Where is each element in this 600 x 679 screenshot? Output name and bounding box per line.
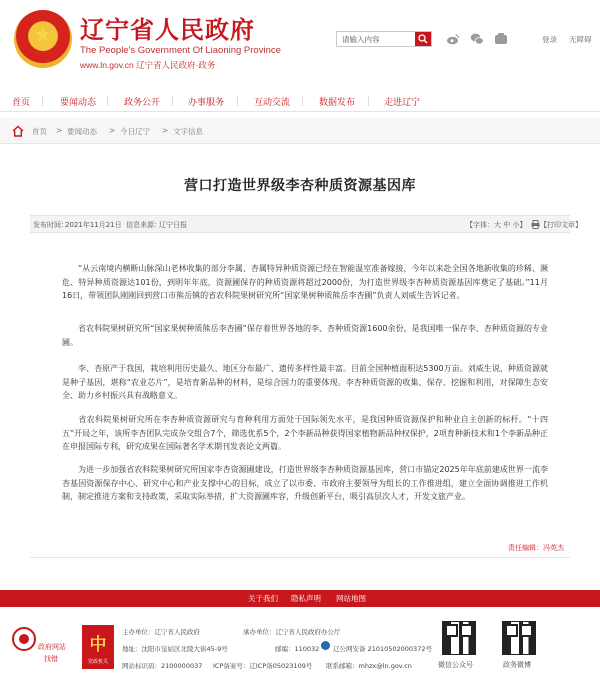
article-paragraph: 李、杏原产于我国，栽培利用历史最久、地区分布最广、遗传多样性最丰富。目前全国种植面积达5300万亩。刘威生说，种质资源就是种子基因，堪称“农业芯片”，是培育新品种的材料，是综合国力的重要体现。李杏种质资源的收集、保存、挖掘和利用，对保障生态安全、助力乡村振兴具有战略意义。	[62, 364, 548, 401]
site-title-en: The People's Government Of Liaoning Province	[80, 45, 281, 56]
breadcrumb-news[interactable]: 要闻动态	[67, 127, 97, 136]
publish-date: 2021年11月21日	[65, 221, 122, 229]
search-box	[336, 31, 432, 47]
site-footer	[0, 607, 600, 679]
source-label: 信息来源：	[126, 221, 161, 229]
footer-email: 联系邮箱：mhzx@ln.gov.cn	[326, 662, 412, 670]
footer-site-id: 网站标识码：2100000037	[122, 662, 203, 670]
accessibility-link[interactable]: 无障碍	[569, 35, 592, 44]
login-link[interactable]: 登录	[542, 35, 557, 44]
breadcrumb-sep: >	[109, 126, 116, 135]
breadcrumb	[0, 118, 600, 144]
nav-divider	[172, 96, 173, 106]
wechat-qr-code	[442, 621, 476, 655]
search-button[interactable]	[415, 32, 431, 46]
nav-divider	[107, 96, 108, 106]
site-header	[0, 0, 600, 78]
qr-caption-wechat: 微信公众号	[438, 661, 473, 669]
site-url: www.ln.gov.cn 辽宁省人民政府·政务	[80, 60, 216, 70]
source-value: 辽宁日报	[159, 221, 187, 229]
gov-site-find-error-icon[interactable]	[12, 627, 36, 651]
font-size-controls[interactable]: 【字体：大 中 小】	[466, 221, 527, 229]
nav-divider	[368, 96, 369, 106]
article-paragraph: 省农科院果树研究所在李杏种质资源研究与育种利用方面处于国际领先水平，是我国种质资源保护和种业自主创新的标杆。“十四五”开局之年，该所李杏团队完成杂交组合7个，筛选优系5个，2个李新品种获得国家植物新品种权保护，2项育种新技术和1个李新品种正在申报国际专利，研究成果在国际著名学术期刊发表论文两篇。	[62, 415, 548, 452]
weibo-icon[interactable]	[446, 32, 460, 46]
nav-divider	[42, 96, 43, 106]
article-title: 营口打造世界级李杏种质资源基因库	[184, 178, 416, 194]
search-icon	[418, 34, 428, 44]
nav-divider	[302, 96, 303, 106]
weibo-qr-code	[502, 621, 536, 655]
national-emblem-icon: ★	[14, 10, 72, 68]
footer-sponsor: 主办单位：辽宁省人民政府	[122, 628, 200, 636]
nav-home[interactable]: 首页	[12, 98, 31, 108]
home-icon	[12, 125, 24, 137]
qr-caption-weibo: 政务微博	[503, 661, 531, 669]
breadcrumb-today-liaoning[interactable]: 今日辽宁	[120, 127, 150, 136]
wechat-icon[interactable]	[470, 32, 484, 46]
party-badge-caption: 党政机关	[87, 659, 108, 665]
breadcrumb-home[interactable]: 首页	[32, 127, 47, 136]
breadcrumb-sep: >	[162, 126, 169, 135]
find-error-label[interactable]: 找错	[44, 655, 58, 663]
breadcrumb-text-info[interactable]: 文字信息	[173, 127, 203, 136]
article-paragraph: 为进一步加强省农科院果树研究所国家李杏资源圃建设，打造世界级李杏种质资源基因库，营口市锚定2025年年底前建成世界一流李杏基因资源保存中心、研究中心和产业支撑中心的目标，成立了以市委、市政府主要领导为组长的工作推进组，建立全面协调推进工作机制，制定推进方案和支持政策，采取实际举措，扩大资源圃库容，升级创新平台，吸引高层次人才，开发文旅产业。	[62, 465, 548, 502]
nav-services[interactable]: 办事服务	[188, 98, 225, 108]
site-title[interactable]: 辽宁省人民政府	[80, 15, 255, 44]
breadcrumb-sep: >	[56, 126, 63, 135]
nav-open-government[interactable]: 政务公开	[124, 98, 161, 108]
nav-news[interactable]: 要闻动态	[60, 98, 97, 108]
nav-data[interactable]: 数据发布	[319, 98, 356, 108]
footer-icp[interactable]: ICP备案号：辽ICP备05023109号	[213, 662, 313, 670]
publish-label: 发布时间：	[33, 221, 68, 229]
divider	[30, 557, 570, 558]
print-article-link[interactable]: 【打印文章】	[540, 221, 582, 229]
footer-host: 承办单位：辽宁省人民政府办公厅	[243, 628, 341, 636]
footer-address: 地址：沈阳市皇姑区北陵大街45-9号	[122, 645, 228, 653]
nav-divider	[237, 96, 238, 106]
police-badge-icon	[321, 641, 330, 650]
article-paragraph: “从云南境内横断山脉深山老林收集的部分李属、杏属特异种质资源已经在智能温室准备嫁接，今年以来赴全国各地新收集的珍稀、濒危、特异种质资源达101份，到明年年底，资源圃保存的种质资源将超过2000份，为打造世界级李杏种质资源基因库奠定了基础。”11月16日，带领团队刚刚回到营口市熊岳镇的省农科院果树研究所“国家果树种质熊岳李杏圃”负责人刘威生告诉记者。	[62, 264, 548, 301]
footer-zip: 邮编：110032	[275, 645, 320, 653]
nav-about-liaoning[interactable]: 走进辽宁	[384, 98, 421, 108]
responsible-editor: 责任编辑：冯英杰	[508, 544, 564, 552]
search-input[interactable]	[337, 32, 411, 46]
app-icon[interactable]	[494, 32, 508, 46]
print-icon	[531, 220, 540, 229]
main-nav	[0, 90, 600, 112]
footer-link-sitemap[interactable]: 网站地图	[336, 594, 366, 603]
article-paragraph: 省农科院果树研究所“国家果树种质熊岳李杏圃”保存着世界各地的李、杏种质资源1600余份，是我国唯一保存李、杏种质资源的专业圃。	[62, 324, 548, 347]
article-meta-bar	[30, 215, 582, 233]
nav-interaction[interactable]: 互动交流	[254, 98, 291, 108]
footer-link-about[interactable]: 关于我们	[248, 594, 278, 603]
footer-link-privacy[interactable]: 隐私声明	[291, 594, 321, 603]
gov-site-label[interactable]: 政府网站	[38, 643, 66, 651]
party-government-badge-icon[interactable]: 中 党政机关	[82, 625, 114, 669]
footer-police-record[interactable]: 辽公网安备 21010502000372号	[333, 645, 432, 653]
footer-link-bar	[0, 590, 600, 607]
